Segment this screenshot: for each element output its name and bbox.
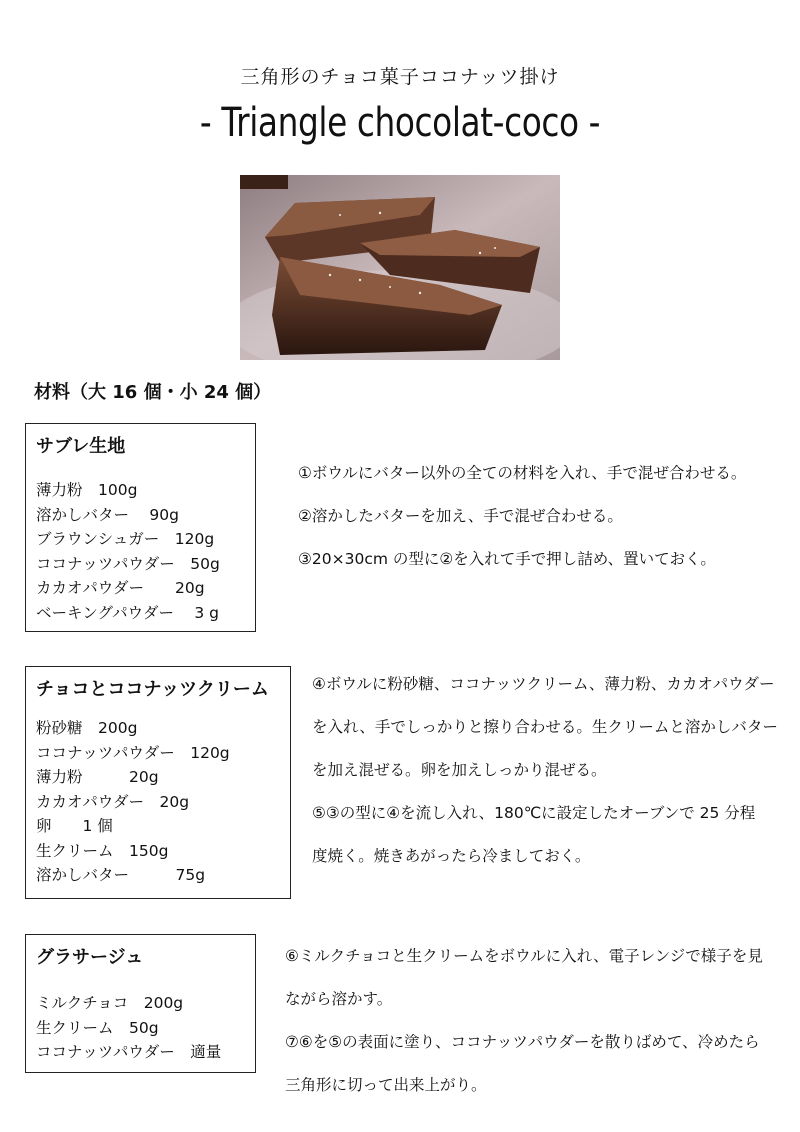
sable-dough-box [25, 423, 256, 632]
ingredient-item: 溶かしバター 90g [36, 505, 179, 524]
step-line: ③20×30cm の型に②を入れて手で押し詰め、置いておく。 [298, 550, 716, 568]
ingredient-item: ブラウンシュガー 120g [36, 530, 215, 548]
ingredient-item: 薄力粉 100g [36, 481, 138, 499]
section-title: サブレ生地 [36, 436, 126, 457]
ingredient-item: ココナッツパウダー 50g [36, 554, 220, 573]
ingredient-item: ベーキングパウダー 3 g [36, 603, 220, 622]
ingredient-item: 生クリーム 150g [36, 841, 169, 860]
section-title: チョコとココナッツクリーム [36, 679, 269, 700]
step-line: ⑦⑥を⑤の表面に塗り、ココナッツパウダーを散りばめて、冷めたら [285, 1033, 760, 1051]
ingredient-item: ココナッツパウダー 適量 [36, 1043, 222, 1061]
sable-dough-steps [298, 452, 746, 581]
ingredient-item: カカオパウダー 20g [36, 792, 190, 811]
ingredient-item: 粉砂糖 200g [36, 719, 138, 737]
step-line: を加え混ぜる。卵を加えしっかり混ぜる。 [312, 761, 607, 779]
ingredient-item: カカオパウダー 20g [36, 579, 205, 597]
step-line: を入れ、手でしっかりと擦り合わせる。生クリームと溶かしバター [312, 718, 778, 736]
step-line: 三角形に切って出来上がり。 [285, 1076, 487, 1094]
ingredient-item: ココナッツパウダー 120g [36, 743, 230, 762]
ingredient-item: 溶かしバター 75g [36, 866, 206, 884]
chocolate-coconut-triangles-photo [240, 175, 560, 360]
step-line: ながら溶かす。 [285, 990, 393, 1008]
choco-coconut-cream-steps [312, 663, 778, 878]
step-line: ⑤③の型に④を流し入れ、180℃に設定したオーブンで 25 分程 [312, 804, 756, 822]
recipe-title: - Triangle chocolat-coco - [199, 100, 601, 146]
ingredient-item: ミルクチョコ 200g [36, 994, 184, 1012]
ingredients-heading: 材料（大 16 個・小 24 個） [34, 382, 272, 403]
step-line: ②溶かしたバターを加え、手で混ぜ合わせる。 [298, 507, 623, 525]
ingredient-item: 卵 1 個 [36, 817, 113, 835]
section-title: グラサージュ [36, 947, 144, 968]
choco-coconut-cream-box [25, 666, 291, 899]
step-line: ①ボウルにバター以外の全ての材料を入れ、手で混ぜ合わせる。 [298, 464, 747, 482]
ingredient-item: 生クリーム 50g [36, 1018, 159, 1037]
step-line: ④ボウルに粉砂糖、ココナッツクリーム、薄力粉、カカオパウダー [312, 675, 775, 693]
recipe-subtitle-jp: 三角形のチョコ菓子ココナッツ掛け [240, 66, 560, 88]
ingredient-item: 薄力粉 20g [36, 768, 159, 786]
step-line: 度焼く。焼きあがったら冷ましておく。 [312, 847, 591, 865]
glacage-steps [285, 935, 763, 1107]
step-line: ⑥ミルクチョコと生クリームをボウルに入れ、電子レンジで様子を見 [285, 947, 763, 965]
glacage-box [25, 934, 256, 1073]
